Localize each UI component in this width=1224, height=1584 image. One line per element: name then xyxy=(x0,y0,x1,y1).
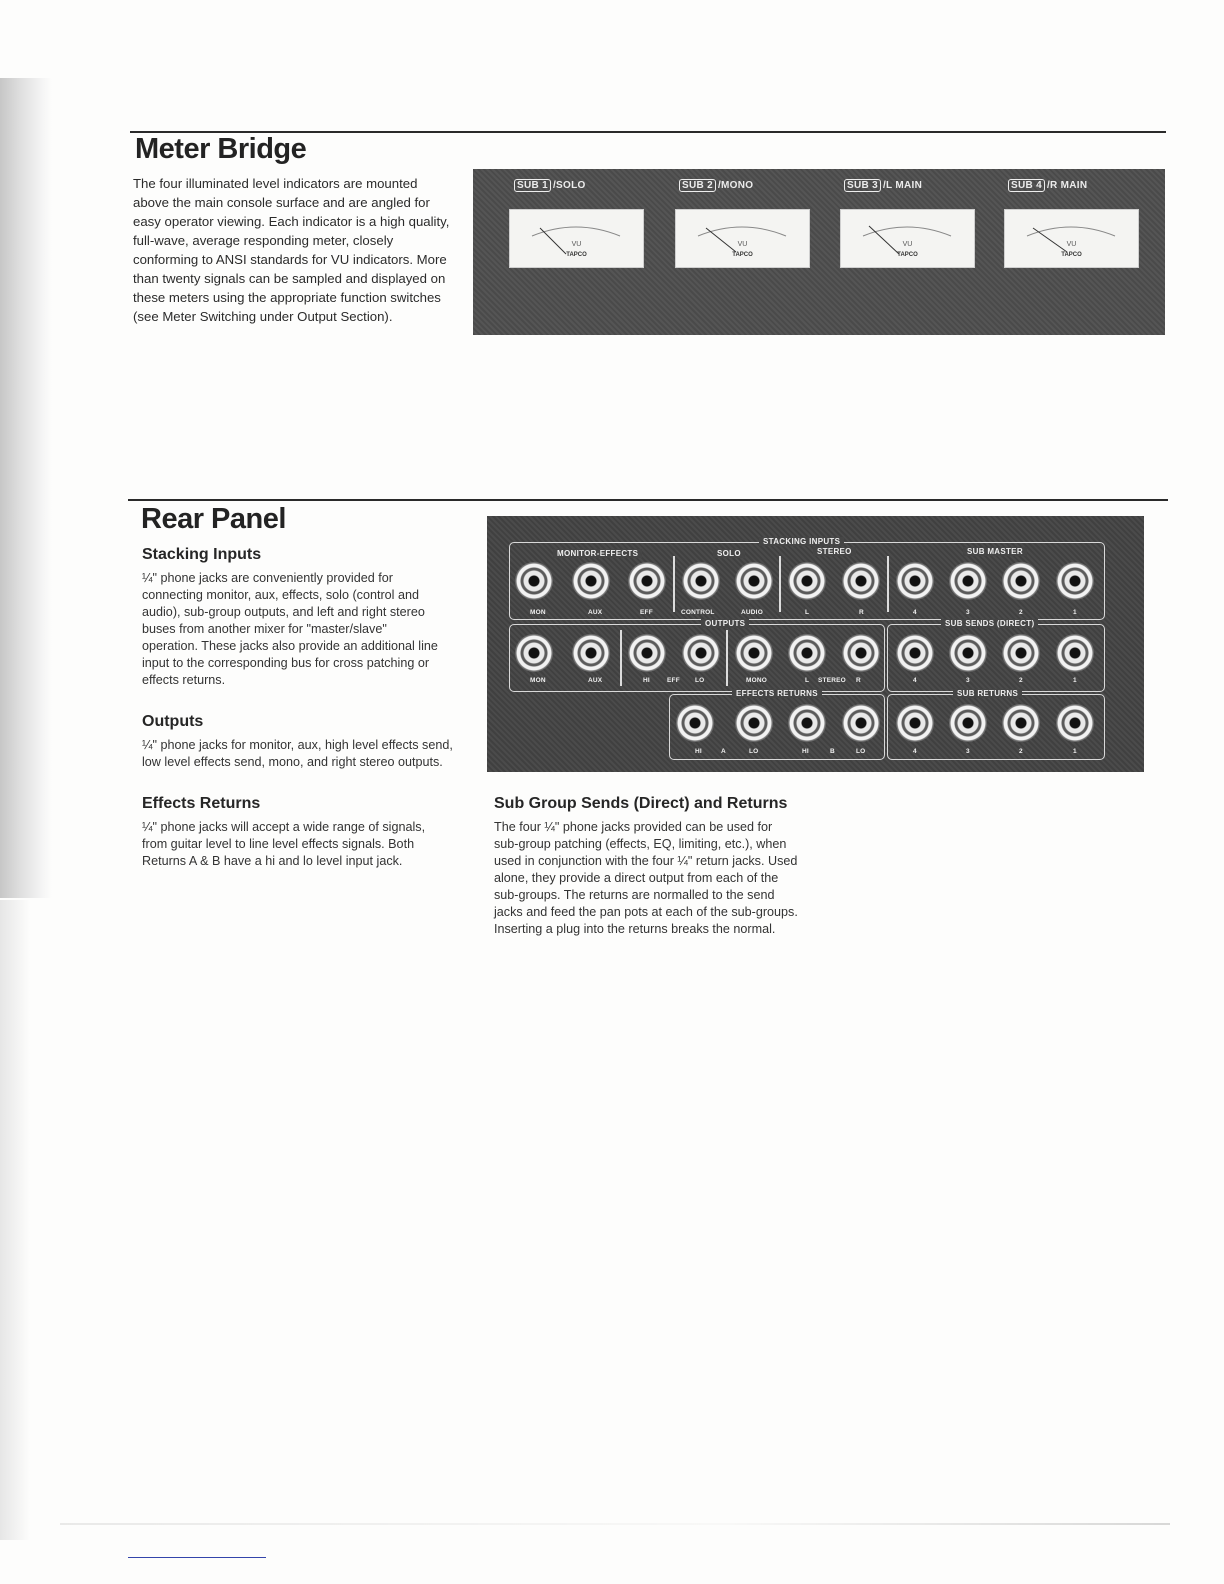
outputs-text: ¼" phone jacks for monitor, aux, high level effects send, low level effects send, mono, and right stereo outputs. xyxy=(142,738,453,769)
vu-meter: VU TAPCO xyxy=(840,209,975,268)
panel-divider xyxy=(673,556,675,612)
phone-jack xyxy=(1056,562,1094,600)
phone-jack xyxy=(682,634,720,672)
jack-label: 1 xyxy=(1073,748,1077,755)
rear-panel-photo xyxy=(487,516,1144,772)
outputs-label: OUTPUTS xyxy=(701,619,749,628)
phone-jack xyxy=(788,562,826,600)
meter-label: SUB 2 /MONO xyxy=(679,180,753,191)
phone-jack xyxy=(735,634,773,672)
meter-bridge-description: The four illuminated level indicators are mounted above the main console surface and are angled for easy operator viewing. Each indicator is a high quality, full-wave, average responding meter, closely conforming to ANSI standards for VU indicators. More than twenty signals can be sampled and displayed on these meters using the appropriate function switches (see Meter Switching under Output Section). xyxy=(133,176,450,324)
effects-returns-heading: Effects Returns xyxy=(142,795,261,812)
vu-meter: VU TAPCO xyxy=(675,209,810,268)
phone-jack xyxy=(572,634,610,672)
jack-label: 3 xyxy=(966,609,970,616)
jack-label: EFF xyxy=(640,609,653,616)
phone-jack xyxy=(842,562,880,600)
jack-label: AUDIO xyxy=(741,609,763,616)
jack-label: 1 xyxy=(1073,609,1077,616)
jack-label: 3 xyxy=(966,677,970,684)
jack-label: HI xyxy=(695,748,702,755)
phone-jack xyxy=(1056,704,1094,742)
scan-bottom-edge xyxy=(60,1523,1170,1525)
jack-label: LO xyxy=(749,748,759,755)
phone-jack xyxy=(628,634,666,672)
effects-returns-label: EFFECTS RETURNS xyxy=(732,689,822,698)
meter-label: SUB 4 /R MAIN xyxy=(1008,180,1087,191)
scan-edge-shadow-lower xyxy=(0,900,30,1540)
vu-meter: VU TAPCO xyxy=(1004,209,1139,268)
phone-jack xyxy=(896,634,934,672)
jack-label: L xyxy=(805,609,810,616)
meter-label: SUB 3 /L MAIN xyxy=(844,180,922,191)
jack-label: MON xyxy=(530,677,546,684)
jack-label: MON xyxy=(530,609,546,616)
jack-label: EFF xyxy=(667,677,680,684)
phone-jack xyxy=(788,634,826,672)
jack-label: L xyxy=(805,677,810,684)
phone-jack xyxy=(949,634,987,672)
sub-returns-label: SUB RETURNS xyxy=(953,689,1022,698)
stacking-inputs-heading: Stacking Inputs xyxy=(142,546,262,563)
phone-jack xyxy=(1002,704,1040,742)
jack-label: B xyxy=(830,748,835,755)
phone-jack xyxy=(515,562,553,600)
sub-group-text: The four ¼" phone jacks provided can be used for sub-group patching (effects, EQ, limiting, etc.), when used in conjunction with the four ¼" return jacks. Used alone, they provide a direct output from each of the sub-groups. The returns are normalled to the send jacks and feed the pan pots at each of the sub-groups. Inserting a plug into the returns breaks the normal. xyxy=(494,820,798,936)
phone-jack xyxy=(949,704,987,742)
vu-meter: VU TAPCO xyxy=(509,209,644,268)
rear-panel-title: Rear Panel xyxy=(141,503,286,535)
jack-label: LO xyxy=(856,748,866,755)
jack-label: 2 xyxy=(1019,609,1023,616)
jack-label: 1 xyxy=(1073,677,1077,684)
group-label: STEREO xyxy=(813,547,856,556)
outputs-heading: Outputs xyxy=(142,713,204,730)
phone-jack xyxy=(682,562,720,600)
phone-jack xyxy=(842,704,880,742)
jack-label: CONTROL xyxy=(681,609,715,616)
jack-label: 4 xyxy=(913,748,917,755)
stacking-inputs-label: STACKING INPUTS xyxy=(759,537,844,546)
meter-bridge-photo xyxy=(473,169,1165,335)
phone-jack xyxy=(1002,634,1040,672)
meter-bridge-title: Meter Bridge xyxy=(135,133,307,165)
jack-label: R xyxy=(856,677,861,684)
jack-label: HI xyxy=(802,748,809,755)
phone-jack xyxy=(842,634,880,672)
phone-jack xyxy=(1002,562,1040,600)
jack-label: R xyxy=(859,609,864,616)
phone-jack xyxy=(735,704,773,742)
jack-label: A xyxy=(721,748,726,755)
jack-label: MONO xyxy=(746,677,768,684)
sub-sends-label: SUB SENDS (DIRECT) xyxy=(941,619,1038,628)
jack-label: LO xyxy=(695,677,705,684)
panel-divider xyxy=(779,556,781,612)
phone-jack xyxy=(896,704,934,742)
panel-divider xyxy=(620,630,622,686)
group-label: SUB MASTER xyxy=(963,547,1027,556)
group-label: SOLO xyxy=(713,549,745,558)
phone-jack xyxy=(572,562,610,600)
jack-label: AUX xyxy=(588,609,603,616)
phone-jack xyxy=(735,562,773,600)
meter-label: SUB 1 /SOLO xyxy=(514,180,586,191)
jack-label: HI xyxy=(643,677,650,684)
panel-divider xyxy=(887,556,889,612)
phone-jack xyxy=(949,562,987,600)
phone-jack xyxy=(515,634,553,672)
jack-label: STEREO xyxy=(818,677,846,684)
stacking-inputs-text: ¼" phone jacks are conveniently provided for connecting monitor, aux, effects, solo (control and audio), sub-group outputs, and left and right stereo buses from another mixer for "master/slave" operation. These jacks also provide an additional line input to the corresponding bus for cross patching or effects returns. xyxy=(142,571,438,687)
sub-group-heading: Sub Group Sends (Direct) and Returns xyxy=(494,795,788,812)
jack-label: 4 xyxy=(913,677,917,684)
effects-returns-text: ¼" phone jacks will accept a wide range of signals, from guitar level to line level effects signals. Both Returns A & B have a hi and lo level input jack. xyxy=(142,820,426,868)
group-label: MONITOR-EFFECTS xyxy=(553,549,642,558)
jack-label: 3 xyxy=(966,748,970,755)
panel-divider xyxy=(726,630,728,686)
phone-jack xyxy=(676,704,714,742)
footer-underline xyxy=(128,1557,266,1558)
phone-jack xyxy=(628,562,666,600)
jack-label: 4 xyxy=(913,609,917,616)
phone-jack xyxy=(788,704,826,742)
scan-edge-shadow xyxy=(0,78,52,898)
section-rule-rear-panel xyxy=(128,499,1168,501)
phone-jack xyxy=(896,562,934,600)
phone-jack xyxy=(1056,634,1094,672)
jack-label: 2 xyxy=(1019,677,1023,684)
jack-label: AUX xyxy=(588,677,603,684)
jack-label: 2 xyxy=(1019,748,1023,755)
